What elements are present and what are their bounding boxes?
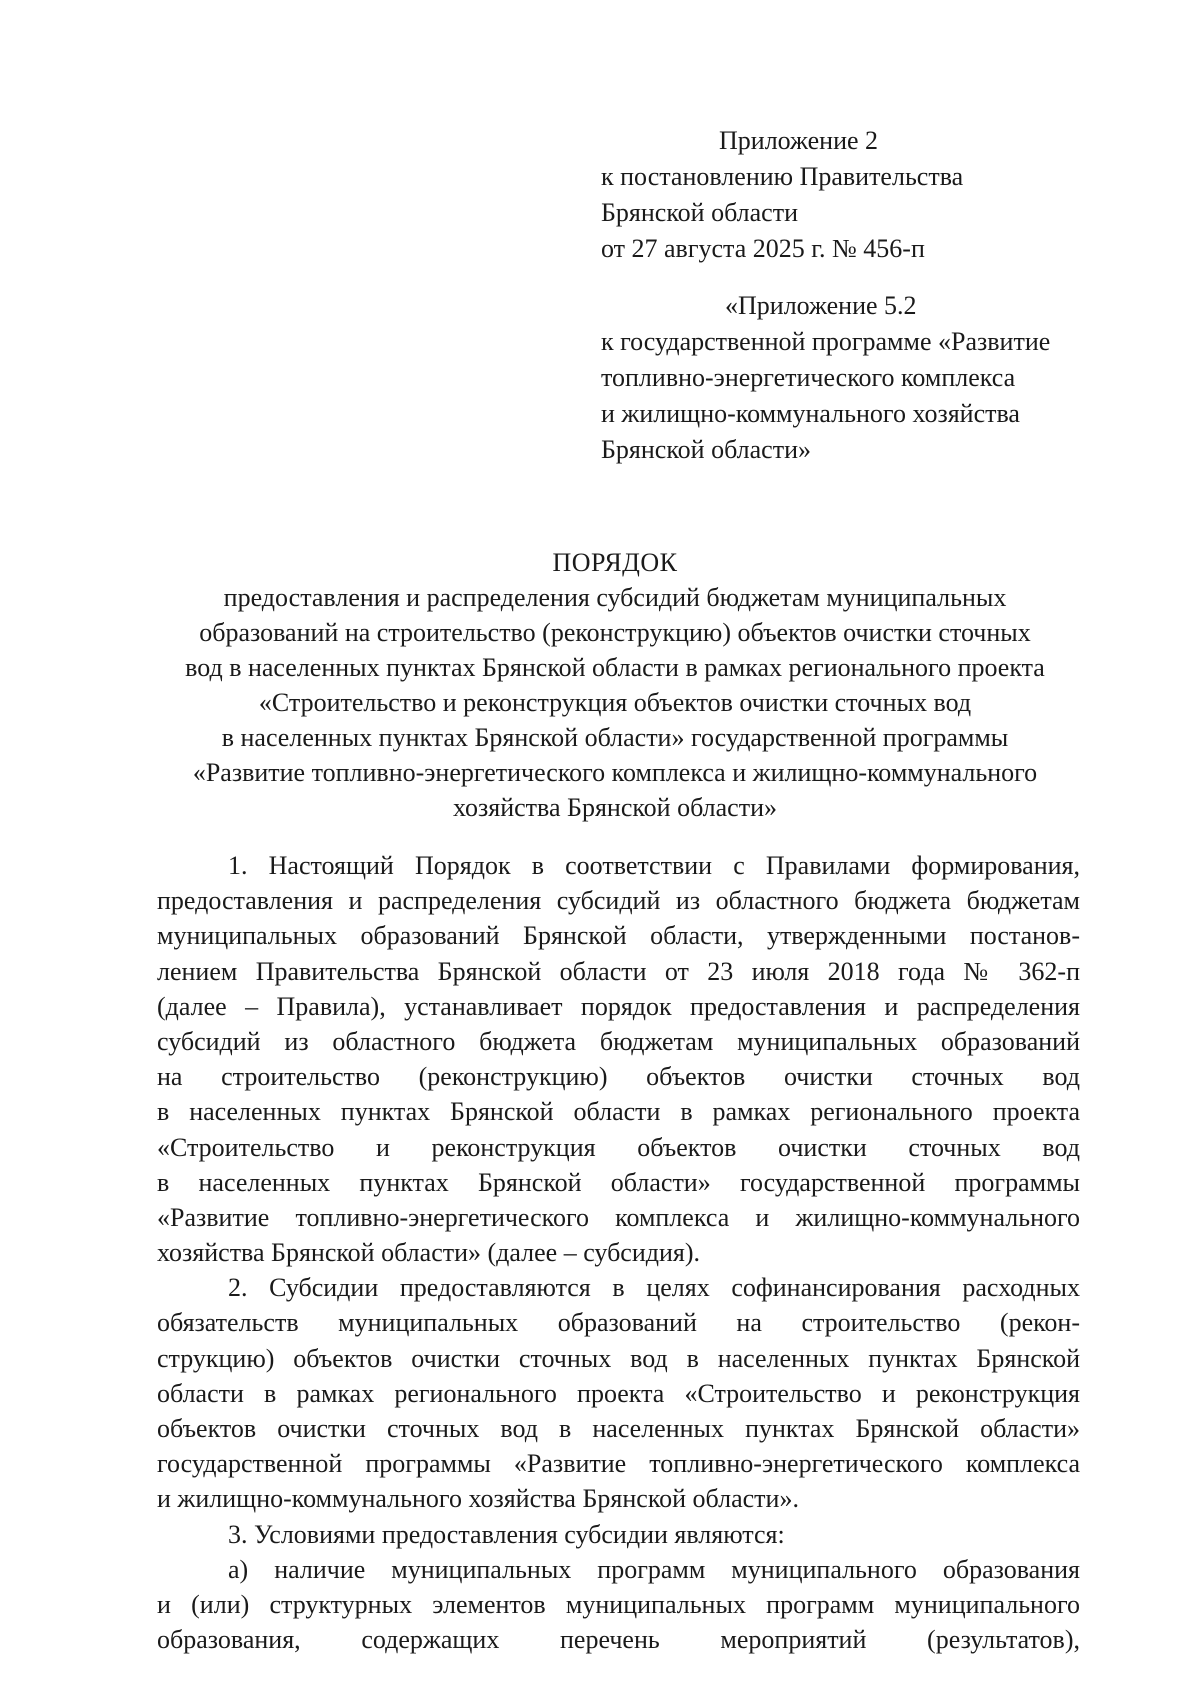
paragraph-line: хозяйства Брянской области» (далее – субсидия). <box>157 1238 701 1268</box>
appendix-program-line: и жилищно-коммунального хозяйства <box>601 399 1020 428</box>
paragraph-line: обязательств муниципальных образований на строительство (рекон- <box>157 1308 1080 1338</box>
appendix-program <box>601 288 1050 468</box>
paragraph-line: субсидий из областного бюджета бюджетам муниципальных образований <box>157 1026 1080 1056</box>
document-title <box>150 545 1080 825</box>
appendix-program-line: «Приложение 5.2 <box>725 291 917 320</box>
paragraph-line: области в рамках регионального проекта «Строительство и реконструкция <box>157 1378 1080 1408</box>
title-line: «Развитие топливно-энергетического комплекса и жилищно-коммунального <box>192 758 1038 787</box>
paragraph-line: 2. Субсидии предоставляются в целях софинансирования расходных <box>228 1273 1080 1303</box>
paragraph-line: а) наличие муниципальных программ муниципального образования <box>228 1554 1080 1584</box>
paragraph-line: в населенных пунктах Брянской области» государственной программы <box>157 1167 1080 1197</box>
paragraph <box>157 848 1080 1270</box>
paragraph-line: образования, содержащих перечень мероприятий (результатов), <box>157 1625 1080 1655</box>
paragraph-line: и (или) структурных элементов муниципальных программ муниципального <box>157 1589 1080 1619</box>
paragraph <box>157 1270 1080 1516</box>
paragraph-line: лением Правительства Брянской области от 23 июля 2018 года № 362-п <box>157 956 1080 986</box>
paragraph-line: струкцию) объектов очистки сточных вод в населенных пунктах Брянской <box>157 1343 1080 1373</box>
paragraph-line: «Строительство и реконструкция объектов очистки сточных вод <box>157 1132 1080 1162</box>
title-line: «Строительство и реконструкция объектов очистки сточных вод <box>258 688 972 717</box>
appendix-header-line: Приложение 2 <box>719 126 879 155</box>
appendix-header-line: к постановлению Правительства <box>601 162 964 191</box>
paragraph <box>157 1517 1080 1552</box>
paragraph-line: «Развитие топливно-энергетического комплекса и жилищно-коммунального <box>157 1202 1080 1232</box>
appendix-header-line: Брянской области <box>601 198 798 227</box>
paragraph-line: 3. Условиями предоставления субсидии являются: <box>228 1519 785 1549</box>
appendix-program-line: к государственной программе «Развитие <box>601 327 1051 356</box>
title-line: вод в населенных пунктах Брянской области в рамках регионального проекта <box>185 653 1045 682</box>
appendix-header <box>601 123 963 267</box>
paragraph-line: и жилищно-коммунального хозяйства Брянской области». <box>157 1484 799 1514</box>
paragraph-line: предоставления и распределения субсидий из областного бюджета бюджетам <box>157 886 1080 916</box>
paragraph-line: в населенных пунктах Брянской области в рамках регионального проекта <box>157 1097 1080 1127</box>
paragraph-line: муниципальных образований Брянской области, утвержденными постанов- <box>157 921 1080 951</box>
appendix-program-line: Брянской области» <box>601 435 811 464</box>
title-main: ПОРЯДОК <box>552 548 678 577</box>
paragraph <box>157 1552 1080 1658</box>
appendix-header-line: от 27 августа 2025 г. № 456-п <box>601 234 925 263</box>
paragraph-line: государственной программы «Развитие топливно-энергетического комплекса <box>157 1449 1080 1479</box>
document-body <box>157 848 1080 1657</box>
paragraph-line: 1. Настоящий Порядок в соответствии с Правилами формирования, <box>228 851 1080 880</box>
paragraph-line: (далее – Правила), устанавливает порядок предоставления и распределения <box>157 991 1080 1021</box>
title-line: в населенных пунктах Брянской области» государственной программы <box>221 723 1009 752</box>
paragraph-line: объектов очистки сточных вод в населенных пунктах Брянской области» <box>157 1414 1080 1443</box>
appendix-program-line: топливно-энергетического комплекса <box>601 363 1016 392</box>
paragraph-line: на строительство (реконструкцию) объектов очистки сточных вод <box>157 1062 1080 1092</box>
title-line: предоставления и распределения субсидий бюджетам муниципальных <box>223 583 1007 612</box>
title-line: образований на строительство (реконструкцию) объектов очистки сточных <box>199 618 1031 647</box>
title-line: хозяйства Брянской области» <box>452 793 777 822</box>
